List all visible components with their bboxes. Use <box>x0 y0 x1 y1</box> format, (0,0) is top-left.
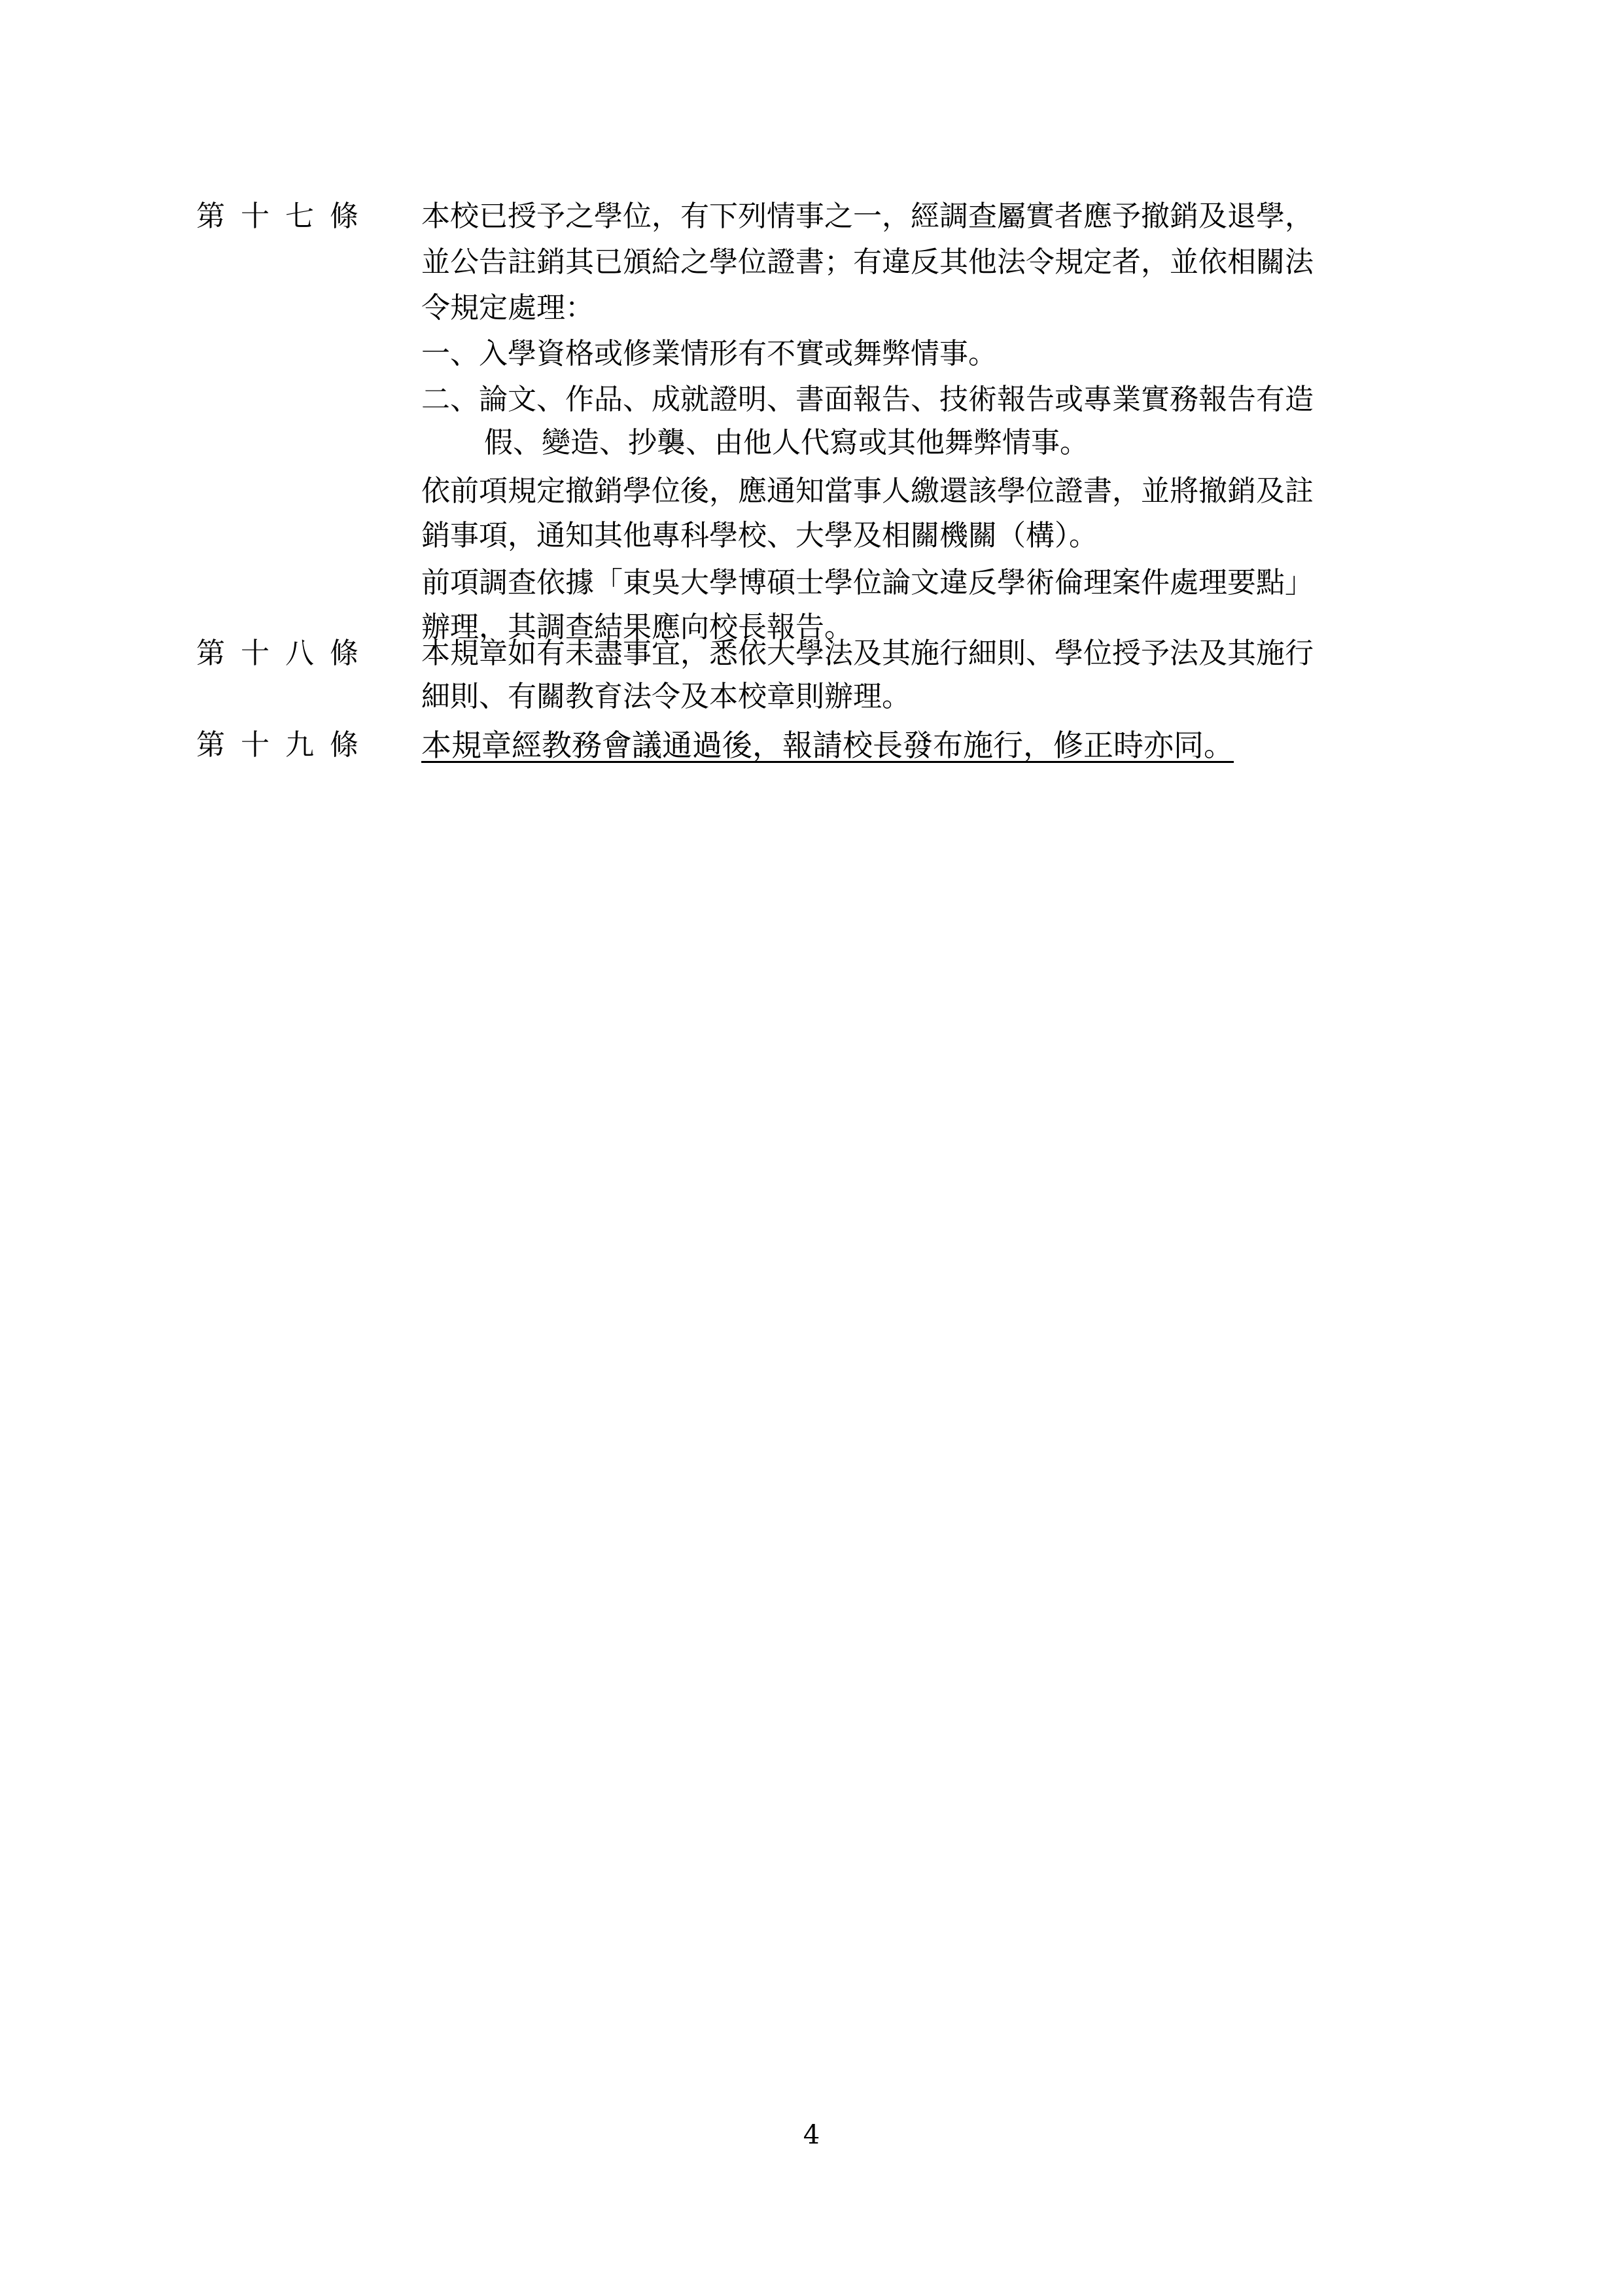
article-text-line: 細則、有關教育法令及本校章則辦理。 <box>421 680 911 713</box>
article-text-line: 並公告註銷其已頒給之學位證書；有違反其他法令規定者，並依相關法 <box>421 245 1314 279</box>
article-text-line: 令規定處理： <box>421 291 594 325</box>
list-item-2: 二、論文、作品、成就證明、書面報告、技術報告或專業實務報告有造 <box>421 383 1314 416</box>
article-text-line: 依前項規定撤銷學位後，應通知當事人繳還該學位證書，並將撤銷及註 <box>421 474 1314 508</box>
article-label: 第十九條 <box>196 728 374 762</box>
article-text-line: 本校已授予之學位，有下列情事之一，經調查屬實者應予撤銷及退學， <box>421 200 1314 233</box>
article-label: 第十七條 <box>196 200 374 233</box>
article-text-line: 本規章如有未盡事宜，悉依大學法及其施行細則、學位授予法及其施行 <box>421 637 1314 670</box>
article-text-line: 辦理，其調查結果應向校長報告。 <box>421 610 853 644</box>
article-label: 第十八條 <box>196 637 374 670</box>
list-item-2-continuation: 假、變造、抄襲、由他人代寫或其他舞弊情事。 <box>484 426 1089 459</box>
article-text-line: 前項調查依據「東吳大學博碩士學位論文違反學術倫理案件處理要點」 <box>421 566 1314 599</box>
list-item-1: 一、入學資格或修業情形有不實或舞弊情事。 <box>421 337 997 370</box>
page-number: 4 <box>803 2120 820 2150</box>
article-text-line-underlined: 本規章經教務會議通過後，報請校長發布施行，修正時亦同。 <box>421 728 1234 763</box>
article-text-line: 銷事項，通知其他專科學校、大學及相關機關（構）。 <box>421 519 1098 552</box>
